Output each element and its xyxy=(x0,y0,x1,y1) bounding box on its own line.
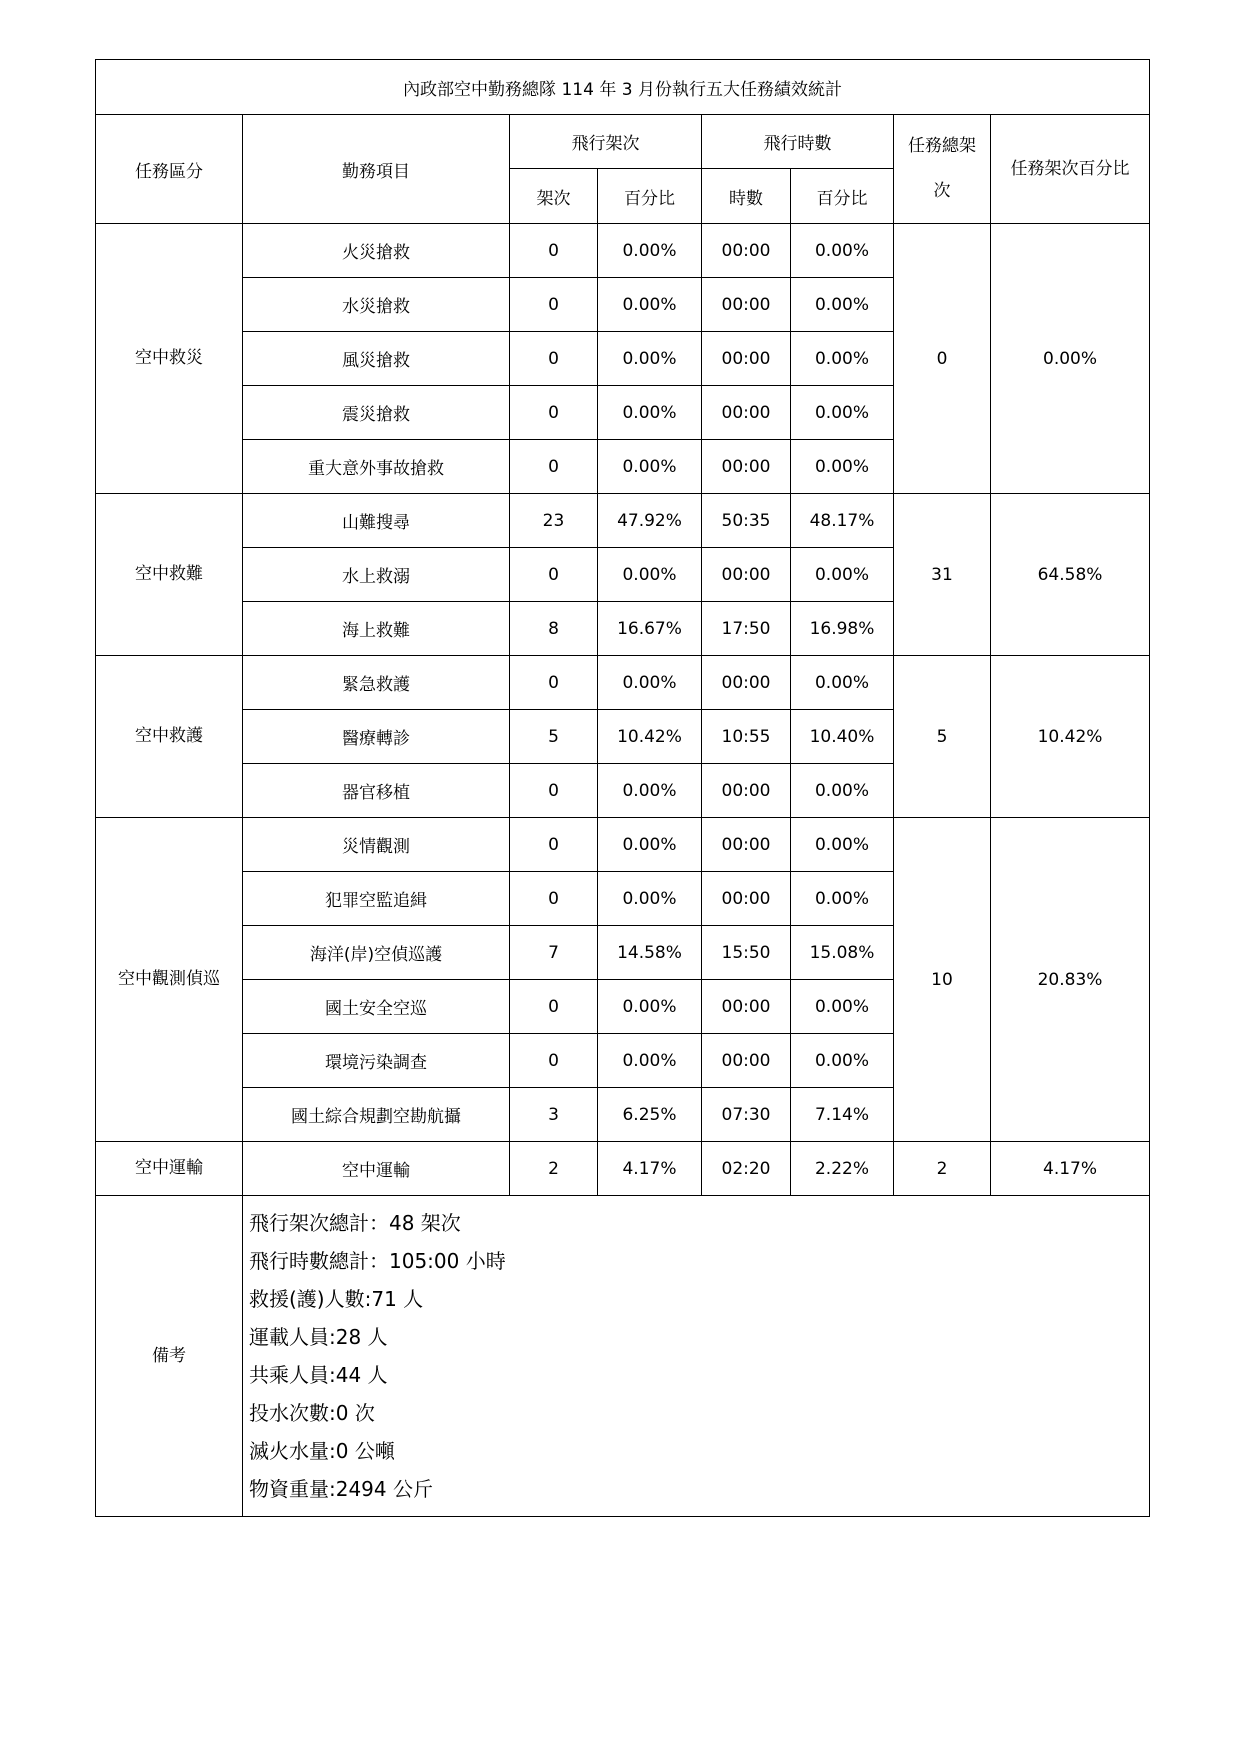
item-cell: 海上救難 xyxy=(243,602,510,656)
sorties-pct-cell: 6.25% xyxy=(598,1088,702,1142)
sorties-pct-cell: 10.42% xyxy=(598,710,702,764)
hours-pct-cell: 0.00% xyxy=(791,386,894,440)
sorties-pct-cell: 4.17% xyxy=(598,1142,702,1196)
hours-cell: 00:00 xyxy=(702,440,791,494)
table-row xyxy=(96,818,1150,872)
hours-cell: 00:00 xyxy=(702,278,791,332)
hours-cell: 00:00 xyxy=(702,1034,791,1088)
sorties-pct-cell: 0.00% xyxy=(598,278,702,332)
hours-pct-cell: 48.17% xyxy=(791,494,894,548)
category-cell: 空中救難 xyxy=(96,494,243,656)
sorties-cell: 7 xyxy=(510,926,598,980)
hours-pct-cell: 0.00% xyxy=(791,548,894,602)
total-pct-cell: 10.42% xyxy=(991,656,1150,818)
hours-pct-cell: 0.00% xyxy=(791,980,894,1034)
note-line: 運載人員:28 人 xyxy=(249,1325,388,1349)
sorties-pct-cell: 0.00% xyxy=(598,548,702,602)
note-line: 飛行時數總計：105:00 小時 xyxy=(249,1249,506,1273)
category-cell: 空中運輸 xyxy=(96,1142,243,1196)
hours-cell: 07:30 xyxy=(702,1088,791,1142)
hours-cell: 10:55 xyxy=(702,710,791,764)
notes-label: 備考 xyxy=(96,1196,243,1517)
total-sorties-cell: 10 xyxy=(894,818,991,1142)
hours-pct-cell: 0.00% xyxy=(791,224,894,278)
sorties-cell: 0 xyxy=(510,440,598,494)
hours-cell: 17:50 xyxy=(702,602,791,656)
item-cell: 緊急救護 xyxy=(243,656,510,710)
item-cell: 震災搶救 xyxy=(243,386,510,440)
hours-pct-cell: 7.14% xyxy=(791,1088,894,1142)
item-cell: 山難搜尋 xyxy=(243,494,510,548)
header-flights: 飛行架次 xyxy=(510,115,702,169)
hours-cell: 00:00 xyxy=(702,386,791,440)
sorties-cell: 23 xyxy=(510,494,598,548)
total-sorties-cell: 31 xyxy=(894,494,991,656)
sorties-pct-cell: 0.00% xyxy=(598,656,702,710)
item-cell: 環境污染調查 xyxy=(243,1034,510,1088)
table-row xyxy=(96,494,1150,548)
notes-row xyxy=(96,1196,1150,1517)
sorties-pct-cell: 0.00% xyxy=(598,1034,702,1088)
note-line: 共乘人員:44 人 xyxy=(249,1363,388,1387)
table-row xyxy=(96,656,1150,710)
notes-content xyxy=(243,1196,1150,1517)
note-line: 投水次數:0 次 xyxy=(249,1401,375,1425)
performance-table xyxy=(95,59,1150,1517)
sorties-cell: 8 xyxy=(510,602,598,656)
header-sorties: 架次 xyxy=(510,169,598,224)
hours-pct-cell: 10.40% xyxy=(791,710,894,764)
header-hrs: 時數 xyxy=(702,169,791,224)
hours-pct-cell: 0.00% xyxy=(791,1034,894,1088)
sorties-pct-cell: 14.58% xyxy=(598,926,702,980)
hours-cell: 15:50 xyxy=(702,926,791,980)
sorties-pct-cell: 0.00% xyxy=(598,872,702,926)
header-category: 任務區分 xyxy=(96,115,243,224)
hours-pct-cell: 0.00% xyxy=(791,764,894,818)
hours-cell: 02:20 xyxy=(702,1142,791,1196)
note-line: 救援(護)人數:71 人 xyxy=(249,1287,424,1311)
item-cell: 海洋(岸)空偵巡護 xyxy=(243,926,510,980)
sorties-cell: 0 xyxy=(510,818,598,872)
sorties-cell: 0 xyxy=(510,386,598,440)
sorties-cell: 0 xyxy=(510,332,598,386)
hours-pct-cell: 15.08% xyxy=(791,926,894,980)
item-cell: 國土綜合規劃空勘航攝 xyxy=(243,1088,510,1142)
header-hrs-pct: 百分比 xyxy=(791,169,894,224)
table-title: 內政部空中勤務總隊 114 年 3 月份執行五大任務績效統計 xyxy=(96,60,1150,115)
hours-pct-cell: 16.98% xyxy=(791,602,894,656)
hours-cell: 00:00 xyxy=(702,332,791,386)
item-cell: 風災搶救 xyxy=(243,332,510,386)
item-cell: 空中運輸 xyxy=(243,1142,510,1196)
sorties-cell: 3 xyxy=(510,1088,598,1142)
category-cell: 空中救護 xyxy=(96,656,243,818)
sorties-cell: 0 xyxy=(510,656,598,710)
total-pct-cell: 4.17% xyxy=(991,1142,1150,1196)
table-row xyxy=(96,224,1150,278)
sorties-cell: 0 xyxy=(510,764,598,818)
hours-pct-cell: 0.00% xyxy=(791,440,894,494)
total-pct-cell: 20.83% xyxy=(991,818,1150,1142)
sorties-cell: 0 xyxy=(510,224,598,278)
sorties-cell: 0 xyxy=(510,980,598,1034)
sorties-cell: 0 xyxy=(510,1034,598,1088)
total-sorties-cell: 0 xyxy=(894,224,991,494)
hours-cell: 00:00 xyxy=(702,980,791,1034)
total-sorties-cell: 5 xyxy=(894,656,991,818)
sorties-cell: 0 xyxy=(510,278,598,332)
sorties-pct-cell: 0.00% xyxy=(598,332,702,386)
item-cell: 國土安全空巡 xyxy=(243,980,510,1034)
header-item: 勤務項目 xyxy=(243,115,510,224)
item-cell: 醫療轉診 xyxy=(243,710,510,764)
total-pct-cell: 64.58% xyxy=(991,494,1150,656)
note-line: 飛行架次總計：48 架次 xyxy=(249,1211,461,1235)
sorties-pct-cell: 0.00% xyxy=(598,386,702,440)
item-cell: 災情觀測 xyxy=(243,818,510,872)
total-sorties-cell: 2 xyxy=(894,1142,991,1196)
hours-cell: 00:00 xyxy=(702,872,791,926)
sorties-pct-cell: 0.00% xyxy=(598,224,702,278)
hours-pct-cell: 0.00% xyxy=(791,656,894,710)
hours-cell: 50:35 xyxy=(702,494,791,548)
item-cell: 重大意外事故搶救 xyxy=(243,440,510,494)
item-cell: 水上救溺 xyxy=(243,548,510,602)
sorties-pct-cell: 47.92% xyxy=(598,494,702,548)
hours-cell: 00:00 xyxy=(702,656,791,710)
header-sortie-pct: 任務架次百分比 xyxy=(991,115,1150,224)
sorties-cell: 2 xyxy=(510,1142,598,1196)
hours-pct-cell: 2.22% xyxy=(791,1142,894,1196)
header-total-sorties: 任務總架次 xyxy=(894,115,991,224)
sorties-pct-cell: 0.00% xyxy=(598,818,702,872)
hours-pct-cell: 0.00% xyxy=(791,332,894,386)
item-cell: 水災搶救 xyxy=(243,278,510,332)
note-line: 物資重量:2494 公斤 xyxy=(249,1477,433,1501)
item-cell: 犯罪空監追緝 xyxy=(243,872,510,926)
hours-cell: 00:00 xyxy=(702,548,791,602)
item-cell: 火災搶救 xyxy=(243,224,510,278)
header-hours: 飛行時數 xyxy=(702,115,894,169)
header-sorties-pct: 百分比 xyxy=(598,169,702,224)
table-row xyxy=(96,1142,1150,1196)
item-cell: 器官移植 xyxy=(243,764,510,818)
sorties-cell: 0 xyxy=(510,548,598,602)
category-cell: 空中救災 xyxy=(96,224,243,494)
sorties-pct-cell: 0.00% xyxy=(598,440,702,494)
sorties-pct-cell: 0.00% xyxy=(598,764,702,818)
sorties-cell: 5 xyxy=(510,710,598,764)
hours-cell: 00:00 xyxy=(702,764,791,818)
hours-cell: 00:00 xyxy=(702,818,791,872)
hours-pct-cell: 0.00% xyxy=(791,818,894,872)
sorties-cell: 0 xyxy=(510,872,598,926)
category-cell: 空中觀測偵巡 xyxy=(96,818,243,1142)
hours-pct-cell: 0.00% xyxy=(791,872,894,926)
hours-cell: 00:00 xyxy=(702,224,791,278)
note-line: 滅火水量:0 公噸 xyxy=(249,1439,395,1463)
total-pct-cell: 0.00% xyxy=(991,224,1150,494)
sorties-pct-cell: 16.67% xyxy=(598,602,702,656)
hours-pct-cell: 0.00% xyxy=(791,278,894,332)
sorties-pct-cell: 0.00% xyxy=(598,980,702,1034)
